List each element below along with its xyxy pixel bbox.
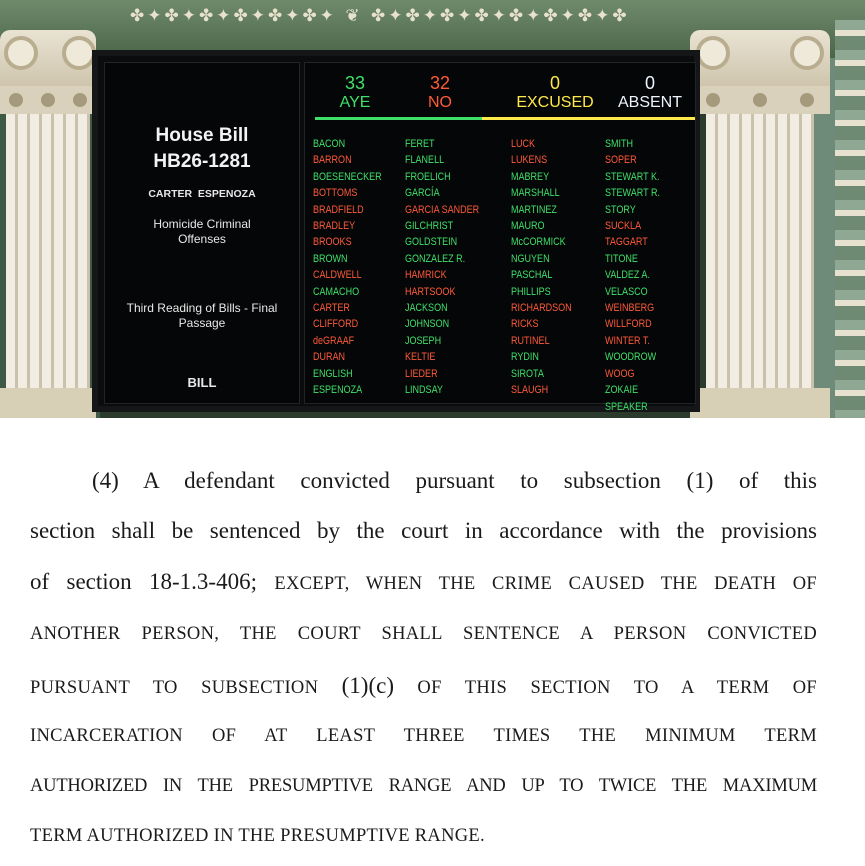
member-name: FERET [405, 138, 435, 150]
member-name: NGUYEN [511, 252, 550, 265]
statute-line-8: TERM AUTHORIZED IN THE PRESUMPTIVE RANGE. [30, 826, 485, 846]
member-name: BRADLEY [313, 220, 356, 233]
member-name: RUTINEL [511, 334, 550, 347]
item-type: BILL [187, 375, 217, 390]
member-name: VALDEZ A. [605, 269, 650, 282]
statute-line-4: ANOTHER PERSON, THE COURT SHALL SENTENCE A PERSON CONVICTED [30, 624, 817, 644]
member-name: LIEDER [405, 367, 438, 380]
member-name: GARCIA SANDER [405, 203, 480, 216]
member-name: LUKENS [511, 154, 548, 167]
member-name: CLIFFORD [313, 318, 359, 331]
member-name: WOOG [605, 367, 635, 380]
member-name: HAMRICK [405, 269, 447, 282]
member-name: BACON [313, 138, 346, 150]
member-name: MARTINEZ [511, 203, 557, 216]
member-name: MAURO [511, 220, 545, 233]
member-name: GARCÍA [405, 187, 440, 200]
column-shaft [6, 114, 90, 388]
statute-line-2: section shall be sentenced by the court in accordance with the provisions [30, 518, 817, 543]
bill-sponsors: CARTER ESPENOZA [148, 188, 256, 200]
member-name: PHILLIPS [511, 285, 551, 298]
member-name: RYDIN [511, 351, 539, 364]
member-name: CALDWELL [313, 269, 362, 282]
aye-count: 33 [344, 73, 366, 93]
column-shaft [706, 114, 814, 388]
member-name: GONZALEZ R. [405, 252, 466, 265]
member-name: JACKSON [405, 302, 448, 315]
member-name: CAMACHO [313, 285, 360, 298]
action-line1: Third Reading of Bills - Final [126, 301, 278, 315]
statute-line-1: (4) A defendant convicted pursuant to subsection (1) of this [92, 468, 817, 493]
member-name: deGRAAF [313, 334, 355, 347]
member-name: WILLFORD [605, 318, 652, 331]
volute-icon [790, 36, 824, 70]
member-name: HARTSOOK [405, 285, 456, 298]
bill-subject-line1: Homicide Criminal [153, 217, 251, 231]
column-capital [0, 30, 96, 86]
member-name: SIROTA [511, 367, 544, 380]
excused-tally [510, 73, 600, 113]
column-rosettes [690, 86, 830, 114]
bill-number: HB26-1281 [153, 151, 251, 172]
member-name: ENGLISH [313, 367, 353, 380]
member-name: JOSEPH [405, 334, 442, 347]
statute-line-5: PURSUANT TO SUBSECTION (1)(c) OF THIS SECTION TO A TERM OF [30, 673, 817, 698]
member-name: CARTER [313, 302, 350, 315]
column-base [690, 388, 830, 418]
no-tally [400, 73, 480, 113]
name-column-1 [313, 136, 397, 399]
member-name: SUCKLA [605, 220, 642, 233]
member-name: DURAN [313, 351, 346, 364]
aye-label: AYE [339, 94, 371, 111]
member-name: SMITH [605, 138, 634, 150]
member-name: GOLDSTEIN [405, 236, 458, 249]
member-name: FLANELL [405, 154, 445, 167]
member-name: BROOKS [313, 236, 352, 249]
tally-divider [315, 117, 695, 120]
volute-icon [696, 36, 730, 70]
member-name: WEINBERG [605, 302, 655, 315]
member-name: SOPER [605, 154, 637, 167]
statute-excerpt [0, 418, 865, 866]
member-name: McCORMICK [511, 236, 566, 249]
bill-type: House Bill [155, 125, 249, 146]
vote-display-board [92, 50, 700, 412]
action-line2: Passage [178, 316, 226, 330]
member-name: STEWART R. [605, 187, 660, 200]
column-base [0, 388, 96, 418]
member-name: TITONE [605, 252, 638, 265]
member-name: GILCHRIST [405, 220, 454, 233]
frieze-ornament-icon: ✤✦✤✦✤✦✤✦✤✦✤✦ ❦ ✤✦✤✦✤✦✤✦✤✦✤✦✤✦✤ [130, 6, 630, 26]
member-name: SLAUGH [511, 384, 549, 397]
member-name: BOESENECKER [313, 170, 382, 183]
excused-count: 0 [549, 73, 560, 93]
member-name: BROWN [313, 252, 348, 265]
member-name: STORY [605, 203, 636, 216]
bill-info-panel [104, 62, 300, 404]
name-column-4 [605, 136, 672, 415]
statute-line-6: INCARCERATION OF AT LEAST THREE TIMES THE MINIMUM TERM [30, 726, 817, 746]
member-name: JOHNSON [405, 318, 450, 331]
member-name: BARRON [313, 154, 352, 167]
member-name: KELTIE [405, 351, 436, 364]
right-column [690, 30, 830, 418]
column-rosettes [0, 86, 96, 114]
member-name: BOTTOMS [313, 187, 358, 200]
name-column-3 [511, 136, 585, 399]
member-name: VELASCO [605, 285, 648, 298]
absent-label: ABSENT [617, 94, 682, 111]
absent-tally [610, 73, 690, 113]
vote-board-photo [0, 0, 865, 418]
volute-icon [62, 36, 96, 70]
member-name: TAGGART [605, 236, 648, 249]
member-name: SPEAKER [605, 400, 648, 413]
volute-icon [4, 36, 38, 70]
statute-line-3: of section 18-1.3-406; EXCEPT, WHEN THE CRIME CAUSED THE DEATH OF [30, 569, 817, 594]
member-name: RICKS [511, 318, 539, 331]
left-column [0, 30, 96, 418]
aye-tally [315, 73, 395, 113]
name-column-2 [405, 136, 495, 399]
absent-count: 0 [644, 73, 655, 93]
member-name: WOODROW [605, 351, 657, 364]
no-label: NO [428, 94, 452, 111]
member-name: MARSHALL [511, 187, 560, 200]
member-name: WINTER T. [605, 334, 650, 347]
member-name: PASCHAL [511, 269, 553, 282]
bill-subject-line2: Offenses [178, 232, 226, 246]
member-name: STEWART K. [605, 170, 660, 183]
statute-line-7: AUTHORIZED IN THE PRESUMPTIVE RANGE AND UP TO TWICE THE MAXIMUM [30, 776, 817, 796]
member-name: BRADFIELD [313, 203, 364, 216]
member-name: ZOKAIE [605, 384, 639, 397]
member-name: ESPENOZA [313, 384, 363, 397]
excused-label: EXCUSED [516, 94, 594, 111]
column-capital [690, 30, 830, 86]
member-name: FROELICH [405, 170, 451, 183]
member-name: LINDSAY [405, 384, 443, 397]
roll-call-panel [304, 62, 696, 413]
member-name: MABREY [511, 170, 550, 183]
wall-ornament [835, 20, 865, 418]
member-name: RICHARDSON [511, 302, 572, 315]
no-count: 32 [429, 73, 451, 93]
member-name: LUCK [511, 138, 536, 150]
